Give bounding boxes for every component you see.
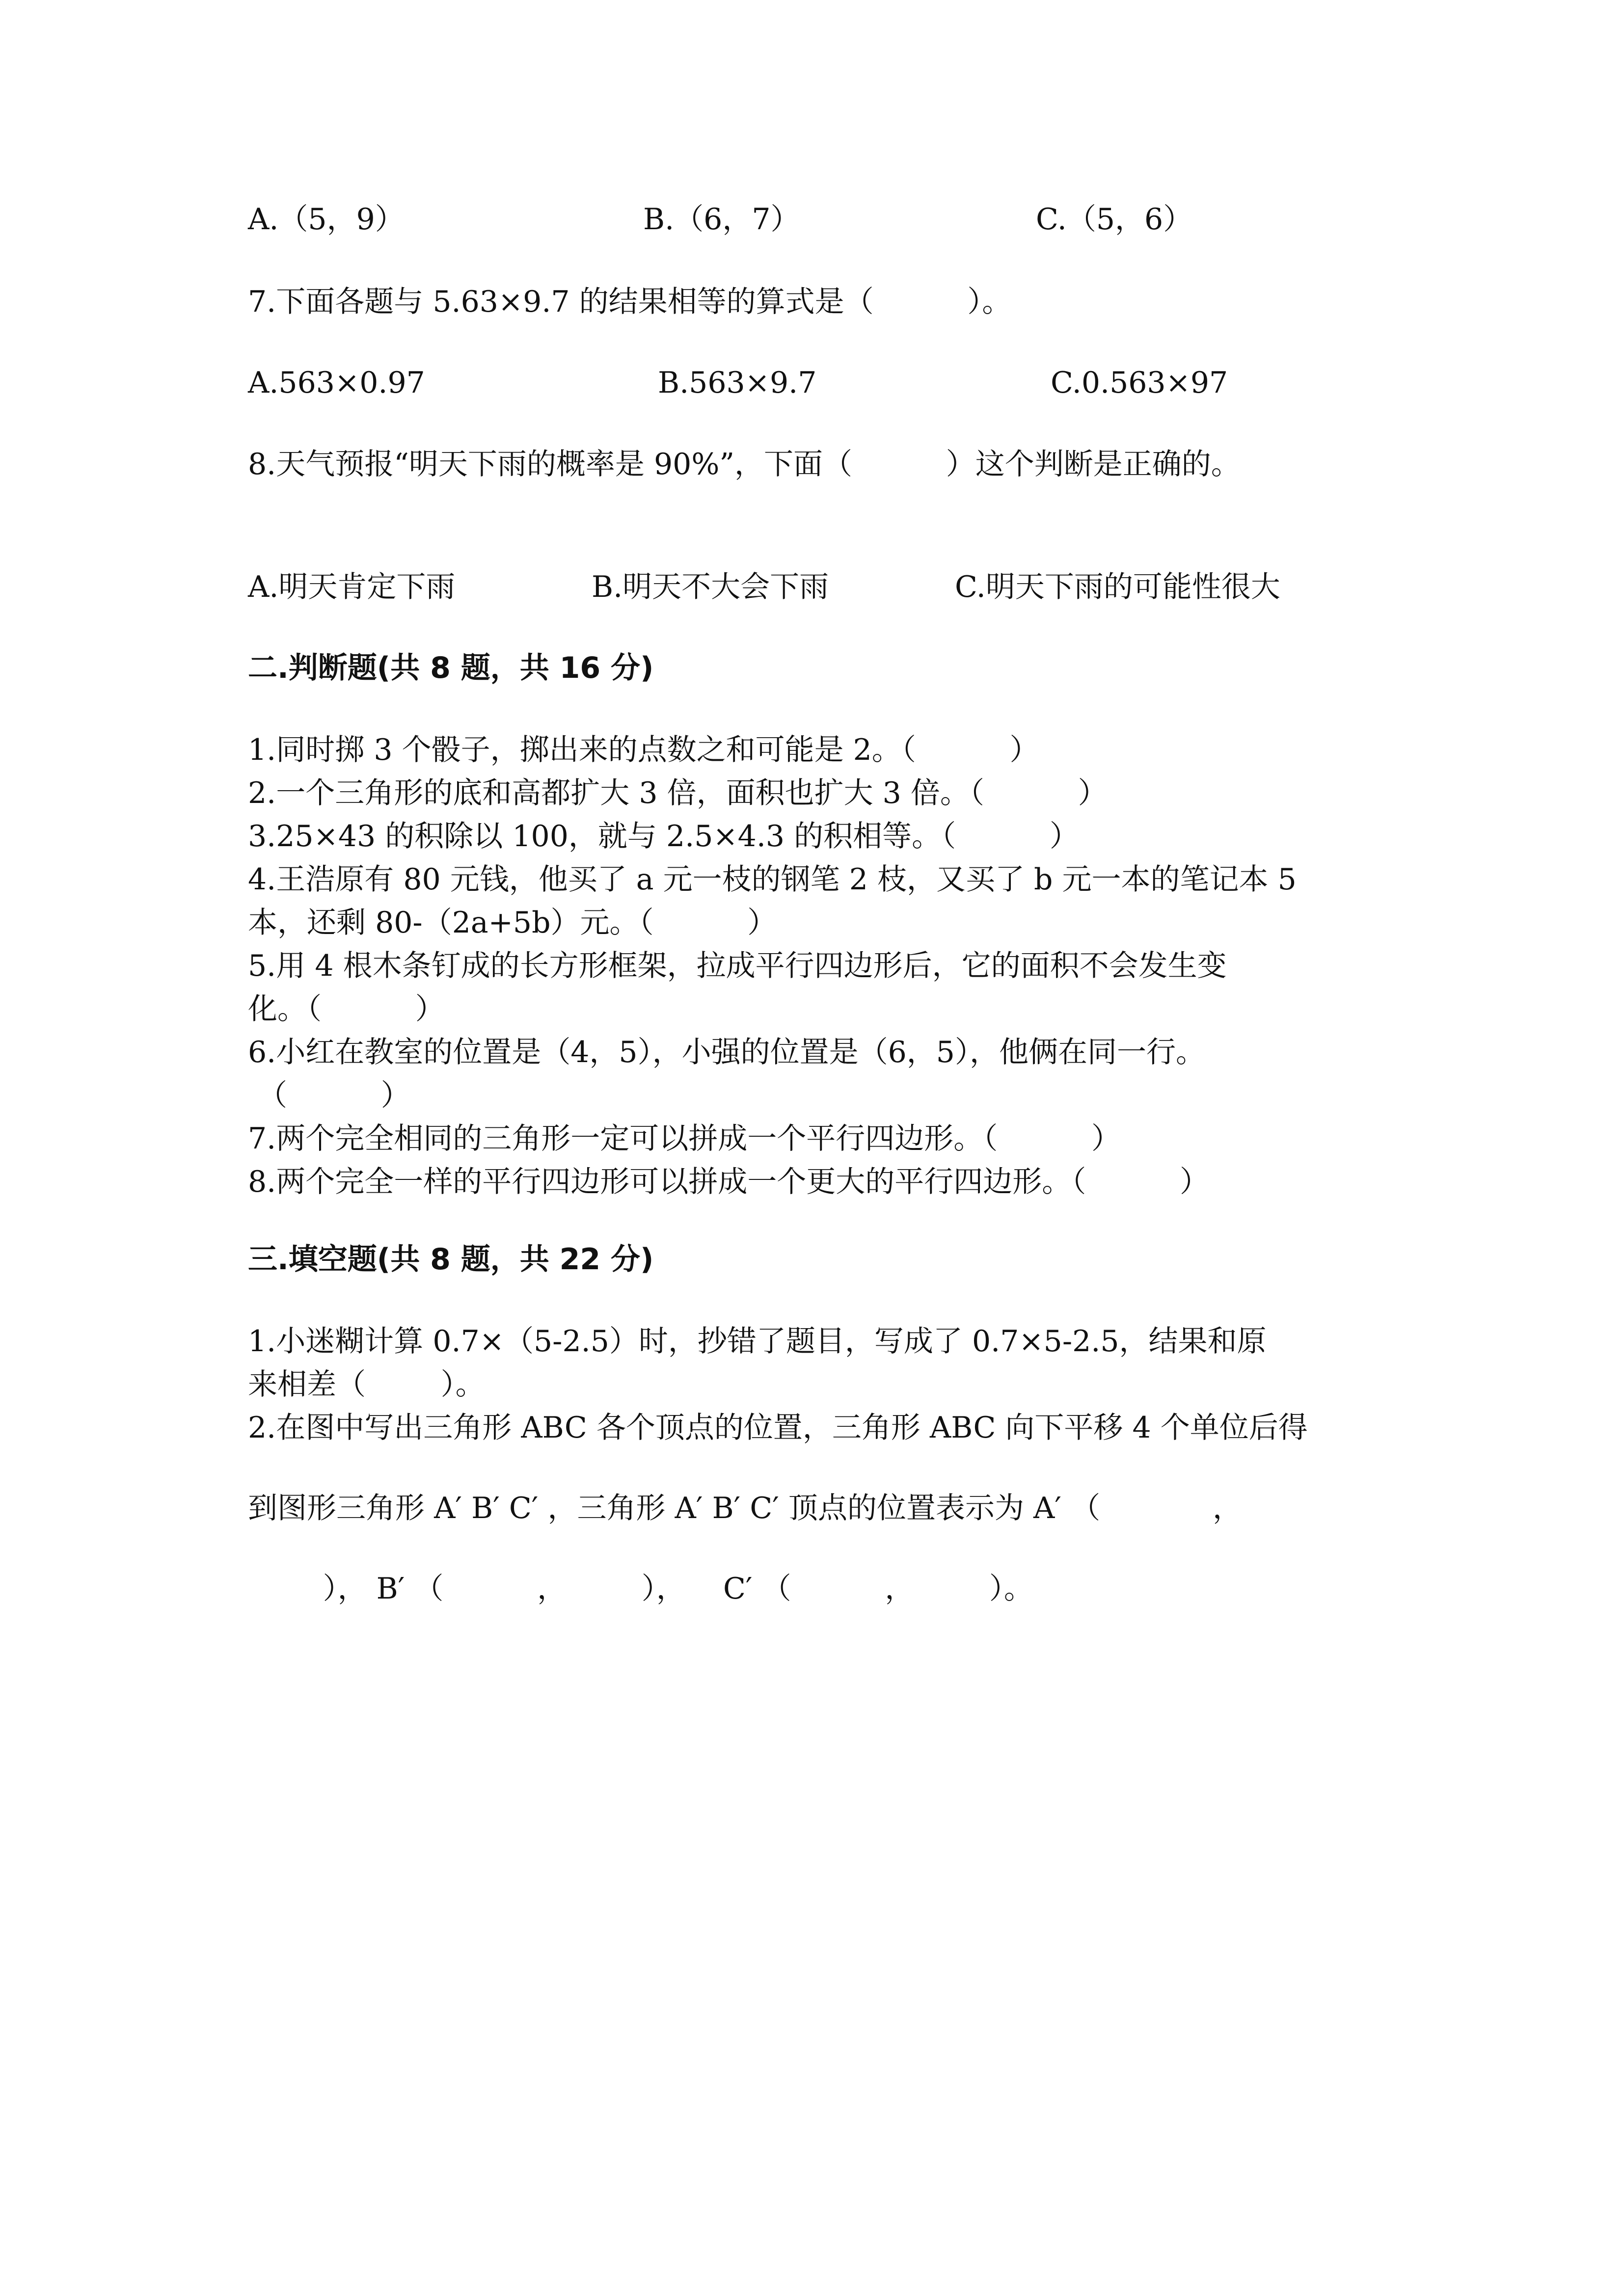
tf-line-6: 5.用 4 根木条钉成的长方形框架，拉成平行四边形后，它的面积不会发生变	[248, 949, 1227, 983]
tf-line-5: 本，还剩 80-（2a+5b）元。（ ）	[248, 906, 777, 940]
tf-line-1: 1.同时掷 3 个骰子，掷出来的点数之和可能是 2。（ ）	[248, 733, 1039, 767]
fill-line-5: ）， B′ （ ， ）， C′ （ ， ）。	[248, 1572, 1033, 1606]
q7-option-c: C.0.563×97	[1051, 366, 1228, 400]
q8-option-b: B.明天不大会下雨	[592, 570, 829, 604]
q7-stem: 7.下面各题与 5.63×9.7 的结果相等的算式是（ ）。	[248, 285, 1012, 319]
tf-line-2: 2.一个三角形的底和高都扩大 3 倍，面积也扩大 3 倍。（ ）	[248, 776, 1108, 810]
q8-option-c: C.明天下雨的可能性很大	[955, 570, 1280, 604]
tf-line-3: 3.25×43 的积除以 100，就与 2.5×4.3 的积相等。（ ）	[248, 819, 1079, 854]
tf-line-4: 4.王浩原有 80 元钱，他买了 a 元一枝的钢笔 2 枝，又买了 b 元一本的笔记本 5	[248, 862, 1297, 897]
tf-line-8: 6.小红在教室的位置是（4，5），小强的位置是（6，5），他俩在同一行。	[248, 1035, 1205, 1069]
q8-option-a: A.明天肯定下雨	[248, 570, 456, 604]
q6-option-c: C.（5，6）	[1036, 202, 1193, 237]
tf-line-9: （ ）	[258, 1078, 410, 1113]
tf-line-10: 7.两个完全相同的三角形一定可以拼成一个平行四边形。（ ）	[248, 1121, 1121, 1156]
fill-line-4: 到图形三角形 A′ B′ C′ ，三角形 A′ B′ C′ 顶点的位置表示为 A′ （ ，	[248, 1491, 1242, 1525]
tf-line-11: 8.两个完全一样的平行四边形可以拼成一个更大的平行四边形。（ ）	[248, 1165, 1209, 1199]
fill-line-3: 2.在图中写出三角形 ABC 各个顶点的位置，三角形 ABC 向下平移 4 个单位后得	[248, 1411, 1308, 1445]
q8-stem: 8.天气预报“明天下雨的概率是 90%”，下面（ ）这个判断是正确的。	[248, 447, 1241, 481]
section3-title: 三.填空题(共 8 题，共 22 分)	[248, 1242, 654, 1277]
fill-line-2: 来相差（ ）。	[248, 1367, 485, 1402]
tf-line-7: 化。（ ）	[248, 992, 445, 1026]
q7-option-b: B.563×9.7	[658, 366, 817, 400]
section2-title: 二.判断题(共 8 题，共 16 分)	[248, 651, 654, 685]
q6-option-b: B.（6，7）	[643, 202, 800, 237]
q6-option-a: A.（5，9）	[248, 202, 405, 237]
fill-line-1: 1.小迷糊计算 0.7×（5-2.5）时，抄错了题目，写成了 0.7×5-2.5，结果和原	[248, 1324, 1267, 1359]
q7-option-a: A.563×0.97	[248, 366, 425, 400]
